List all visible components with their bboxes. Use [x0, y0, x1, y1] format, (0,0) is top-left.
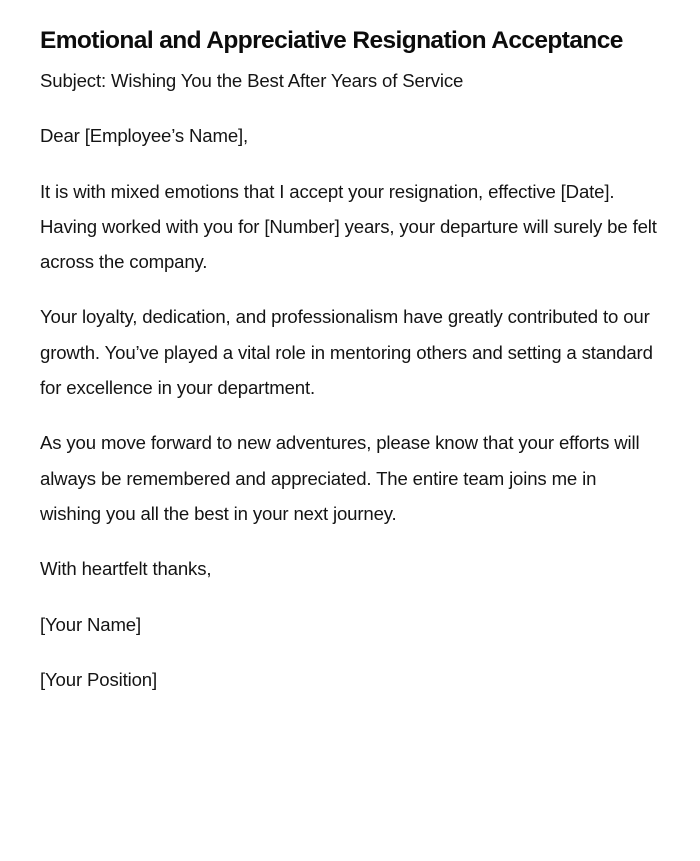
body-paragraph-1: It is with mixed emotions that I accept your resignation, effective [Date]. Having worked with you for [Number] years, your departure will surely be felt across the company. — [40, 180, 657, 273]
subject-line: Subject: Wishing You the Best After Years of Service — [40, 70, 464, 91]
body-paragraph-3: As you move forward to new adventures, please know that your efforts will always be remembered and appreciated. The entire team joins me in wishing you all the best in your next journey. — [40, 432, 640, 524]
signature-position: [Your Position] — [40, 668, 157, 690]
salutation: Dear [Employee’s Name], — [40, 125, 249, 147]
document-title: Emotional and Appreciative Resignation Acceptance — [40, 27, 623, 54]
signature-name: [Your Name] — [40, 613, 142, 635]
body-paragraph-2: Your loyalty, dedication, and professionalism have greatly contributed to our growth. You’ve played a vital role in mentoring others and setting a standard for excellence in your department. — [40, 306, 653, 399]
closing-line: With heartfelt thanks, — [40, 558, 212, 580]
